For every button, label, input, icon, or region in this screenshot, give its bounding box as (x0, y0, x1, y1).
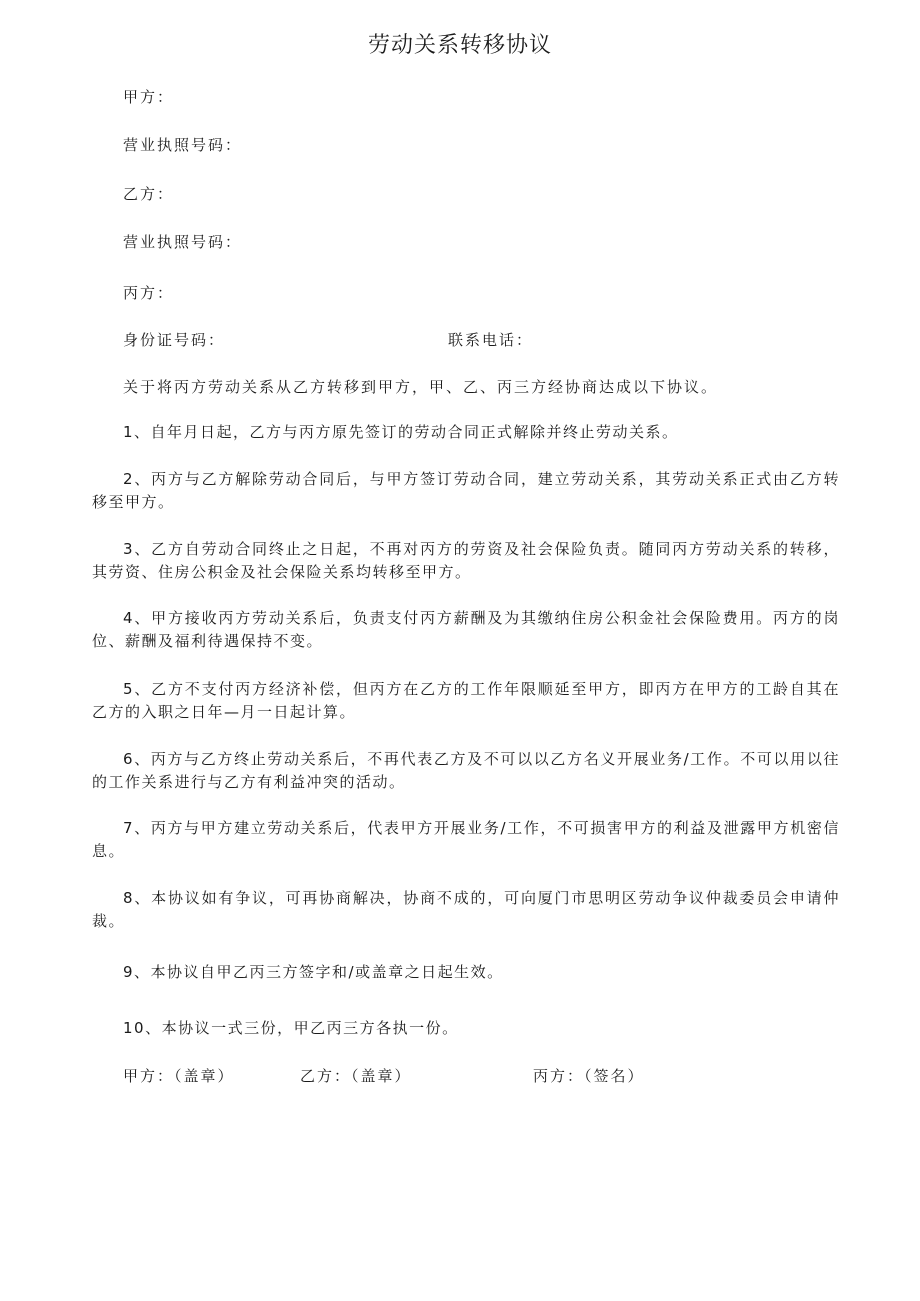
phone-label: 联系电话： (448, 331, 534, 349)
clause-8: 8、本协议如有争议，可再协商解决，协商不成的，可向厦门市思明区劳动争议仲裁委员会申请仲裁。 (92, 889, 840, 930)
document-title: 劳动关系转移协议 (367, 33, 552, 58)
clause-4: 4、甲方接收丙方劳动关系后，负责支付丙方薪酬及为其缴纳住房公积金社会保险费用。丙方的岗位、薪酬及福利待遇保持不变。 (92, 609, 840, 650)
signature-party-c: 丙方：（签名） (533, 1067, 645, 1085)
clause-9: 9、本协议自甲乙丙三方签字和/或盖章之日起生效。 (123, 963, 504, 981)
clause-5: 5、乙方不支付丙方经济补偿，但丙方在乙方的工作年限顺延至甲方，即丙方在甲方的工龄自其在乙方的入职之日年—月一日起计算。 (92, 680, 840, 721)
clause-3: 3、乙方自劳动合同终止之日起，不再对丙方的劳资及社会保险负责。随同丙方劳动关系的转移，其劳资、住房公积金及社会保险关系均转移至甲方。 (92, 540, 840, 581)
clause-6: 6、丙方与乙方终止劳动关系后，不再代表乙方及不可以以乙方名义开展业务/工作。不可以用以往的工作关系进行与乙方有利益冲突的活动。 (92, 750, 840, 791)
party-c-label: 丙方： (123, 284, 175, 302)
intro-paragraph: 关于将丙方劳动关系从乙方转移到甲方，甲、乙、丙三方经协商达成以下协议。 (123, 378, 719, 396)
party-b-license-label: 营业执照号码： (123, 233, 243, 251)
clause-2: 2、丙方与乙方解除劳动合同后，与甲方签订劳动合同，建立劳动关系，其劳动关系正式由乙方转移至甲方。 (92, 470, 840, 511)
party-b-label: 乙方： (123, 185, 175, 203)
clause-1: 1、自年月日起，乙方与丙方原先签订的劳动合同正式解除并终止劳动关系。 (123, 423, 679, 441)
signature-party-a: 甲方：（盖章） (123, 1067, 235, 1085)
clause-10: 10、本协议一式三份，甲乙丙三方各执一份。 (123, 1019, 459, 1037)
signature-party-b: 乙方：（盖章） (300, 1067, 412, 1085)
clause-7: 7、丙方与甲方建立劳动关系后，代表甲方开展业务/工作，不可损害甲方的利益及泄露甲方机密信息。 (92, 819, 840, 860)
party-a-label: 甲方： (123, 88, 175, 106)
party-a-license-label: 营业执照号码： (123, 136, 243, 154)
id-number-label: 身份证号码： (123, 331, 226, 349)
